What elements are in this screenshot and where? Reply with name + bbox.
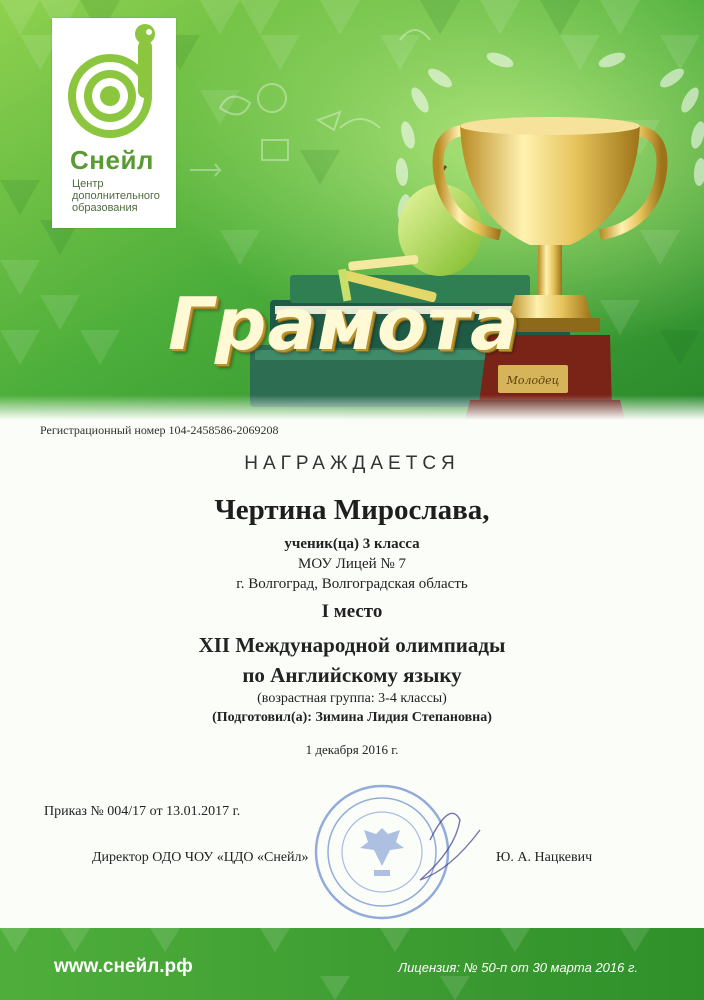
signature-scribble: [420, 813, 480, 880]
website-link[interactable]: www.снейл.рф: [54, 956, 193, 977]
order-number: Приказ № 004/17 от 13.01.2017 г.: [44, 804, 241, 819]
award-age-group: (возрастная группа: 3-4 классы): [257, 691, 447, 706]
award-date: 1 декабря 2016 г.: [305, 742, 399, 757]
award-teacher: (Подготовил(а): Зимина Лидия Степановна): [212, 710, 492, 725]
brand-subtitle: Центр дополнительного образования: [72, 178, 160, 214]
director-name: Ю. А. Нацкевич: [496, 850, 593, 865]
brand-name: Снейл: [70, 145, 154, 175]
certificate-title: Грамота: [168, 282, 520, 366]
license-text: Лицензия: № 50-п от 30 марта 2016 г.: [398, 960, 638, 975]
recipient-grade: ученик(ца) 3 класса: [284, 536, 420, 552]
award-event-line1: XII Международной олимпиады: [198, 633, 506, 657]
footer-band: [0, 928, 704, 1000]
header-banner: [0, 0, 704, 420]
snail-logo-icon: [52, 18, 176, 143]
recipient-name: Чертина Мирослава,: [214, 494, 490, 526]
trophy-plaque-text: Молодец: [506, 374, 560, 387]
brand-logo: [52, 18, 176, 228]
awarded-heading: НАГРАЖДАЕТСЯ: [244, 453, 460, 474]
award-event-line2: по Английскому языку: [242, 663, 462, 687]
director-title: Директор ОДО ЧОУ «ЦДО «Снейл»: [92, 850, 309, 865]
registration-number: Регистрационный номер 104-2458586-2069208: [40, 423, 279, 437]
recipient-city: г. Волгоград, Волгоградская область: [236, 576, 468, 592]
official-stamp: [310, 780, 510, 930]
award-place: I место: [321, 601, 383, 622]
recipient-school: МОУ Лицей № 7: [298, 556, 406, 572]
